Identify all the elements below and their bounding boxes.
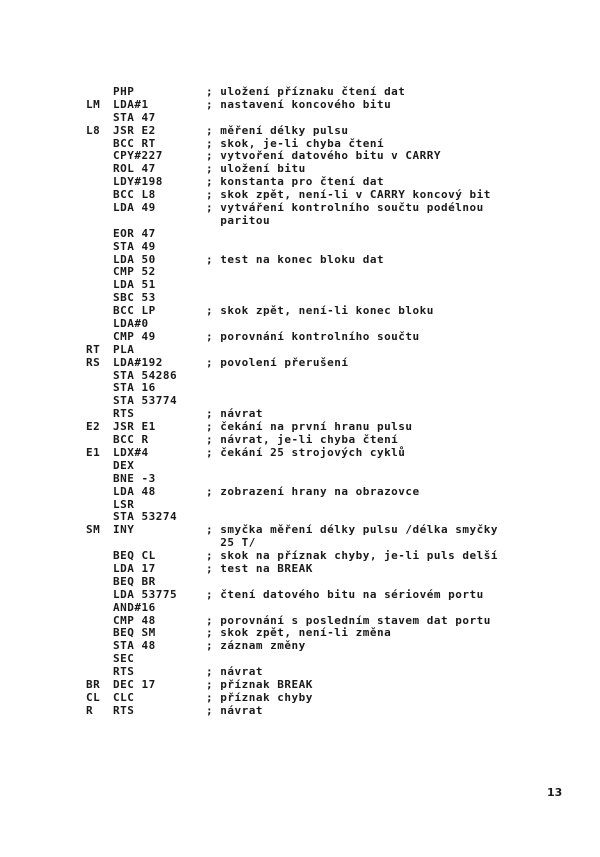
code-instruction: STA 48 xyxy=(113,639,156,653)
code-comment: ; skok zpět, není-li konec bloku xyxy=(206,304,434,318)
code-comment: ; konstanta pro čtení dat xyxy=(206,175,385,189)
code-instruction: CLC xyxy=(113,690,135,704)
code-comment: ; nastavení koncového bitu xyxy=(206,97,392,111)
code-instruction: STA 54286 xyxy=(113,368,178,382)
code-label: BR xyxy=(86,677,101,691)
code-instruction: STA 53774 xyxy=(113,394,178,408)
code-comment: ; měření délky pulsu xyxy=(206,123,349,137)
code-comment: ; uložení příznaku čtení dat xyxy=(206,85,406,98)
code-comment: paritou xyxy=(206,213,271,227)
code-instruction: CMP 52 xyxy=(113,265,156,279)
code-comment: ; uložení bitu xyxy=(206,162,306,176)
code-instruction: BEQ BR xyxy=(113,574,156,588)
code-instruction: LSR xyxy=(113,497,135,511)
code-comment: ; skok zpět, není-li v CARRY koncový bit xyxy=(206,188,491,202)
code-instruction: JSR E2 xyxy=(113,123,156,137)
code-comment: ; návrat, je-li chyba čtení xyxy=(206,433,399,447)
code-instruction: JSR E1 xyxy=(113,420,156,434)
page-number: 13 xyxy=(547,786,563,799)
code-instruction: SEC xyxy=(113,652,135,666)
code-comment: ; návrat xyxy=(206,703,263,717)
code-comment: ; skok zpět, není-li změna xyxy=(206,626,392,640)
code-comment: ; návrat xyxy=(206,407,263,421)
code-comment: ; záznam změny xyxy=(206,639,306,653)
code-instruction: BNE -3 xyxy=(113,471,156,485)
code-label: RS xyxy=(86,355,101,369)
code-instruction: STA 16 xyxy=(113,381,156,395)
code-comment: ; smyčka měření délky pulsu /délka smyčky xyxy=(206,523,499,537)
code-instruction: BCC LP xyxy=(113,304,156,318)
code-instruction: STA 47 xyxy=(113,110,156,124)
code-comment: ; skok, je-li chyba čtení xyxy=(206,136,385,150)
code-instruction: EOR 47 xyxy=(113,226,156,240)
code-instruction: RTS xyxy=(113,665,135,679)
code-comment: ; povolení přerušení xyxy=(206,355,349,369)
code-instruction: RTS xyxy=(113,407,135,421)
code-comment: ; čekání na první hranu pulsu xyxy=(206,420,413,434)
code-instruction: CMP 49 xyxy=(113,329,156,343)
code-label: CL xyxy=(86,690,101,704)
code-label: E2 xyxy=(86,420,101,434)
code-instruction: INY xyxy=(113,523,135,537)
code-instruction: LDA#0 xyxy=(113,317,149,331)
code-instruction: STA 49 xyxy=(113,239,156,253)
code-instruction: AND#16 xyxy=(113,600,156,614)
code-instruction: LDA 51 xyxy=(113,278,156,292)
code-instruction: BCC RT xyxy=(113,136,156,150)
code-comment: ; vytvoření datového bitu v CARRY xyxy=(206,149,442,163)
code-instruction: ROL 47 xyxy=(113,162,156,176)
code-instruction: RTS xyxy=(113,703,135,717)
code-comment: ; čekání 25 strojových cyklů xyxy=(206,445,406,459)
code-instruction: LDA 50 xyxy=(113,252,156,266)
code-instruction: LDY#198 xyxy=(113,175,163,189)
code-comment: ; skok na příznak chyby, je-li puls delší xyxy=(206,549,499,563)
code-instruction: LDX#4 xyxy=(113,445,149,459)
code-instruction: PHP xyxy=(113,85,135,98)
code-instruction: SBC 53 xyxy=(113,291,156,305)
code-instruction: DEX xyxy=(113,458,135,472)
code-comment: ; čtení datového bitu na sériovém portu xyxy=(206,587,484,601)
code-comment: ; porovnání s posledním stavem dat portu xyxy=(206,613,491,627)
code-comment: ; příznak BREAK xyxy=(206,677,313,691)
code-comment: ; příznak chyby xyxy=(206,690,313,704)
code-instruction: STA 53274 xyxy=(113,510,178,524)
code-instruction: LDA#192 xyxy=(113,355,163,369)
code-instruction: DEC 17 xyxy=(113,677,156,691)
code-instruction: CMP 48 xyxy=(113,613,156,627)
code-instruction: LDA 49 xyxy=(113,201,156,215)
code-label: L8 xyxy=(86,123,101,137)
code-comment: ; test na BREAK xyxy=(206,561,313,575)
code-instruction: BEQ SM xyxy=(113,626,156,640)
code-label: LM xyxy=(86,97,101,111)
code-instruction: LDA 53775 xyxy=(113,587,178,601)
code-instruction: PLA xyxy=(113,342,135,356)
code-instruction: LDA#1 xyxy=(113,97,149,111)
code-instruction: LDA 48 xyxy=(113,484,156,498)
code-comment: ; zobrazení hrany na obrazovce xyxy=(206,484,420,498)
code-instruction: BCC R xyxy=(113,433,149,447)
code-instruction: LDA 17 xyxy=(113,561,156,575)
code-comment: ; vytváření kontrolního součtu podélnou xyxy=(206,201,484,215)
code-comment: ; test na konec bloku dat xyxy=(206,252,385,266)
code-label: E1 xyxy=(86,445,101,459)
code-instruction: CPY#227 xyxy=(113,149,163,163)
code-instruction: BEQ CL xyxy=(113,549,156,563)
code-comment: 25 T/ xyxy=(206,536,256,550)
code-comment: ; návrat xyxy=(206,665,263,679)
code-label: R xyxy=(86,703,94,717)
code-label: SM xyxy=(86,523,101,537)
code-label: RT xyxy=(86,342,101,356)
code-comment: ; porovnání kontrolního součtu xyxy=(206,329,420,343)
code-instruction: BCC L8 xyxy=(113,188,156,202)
